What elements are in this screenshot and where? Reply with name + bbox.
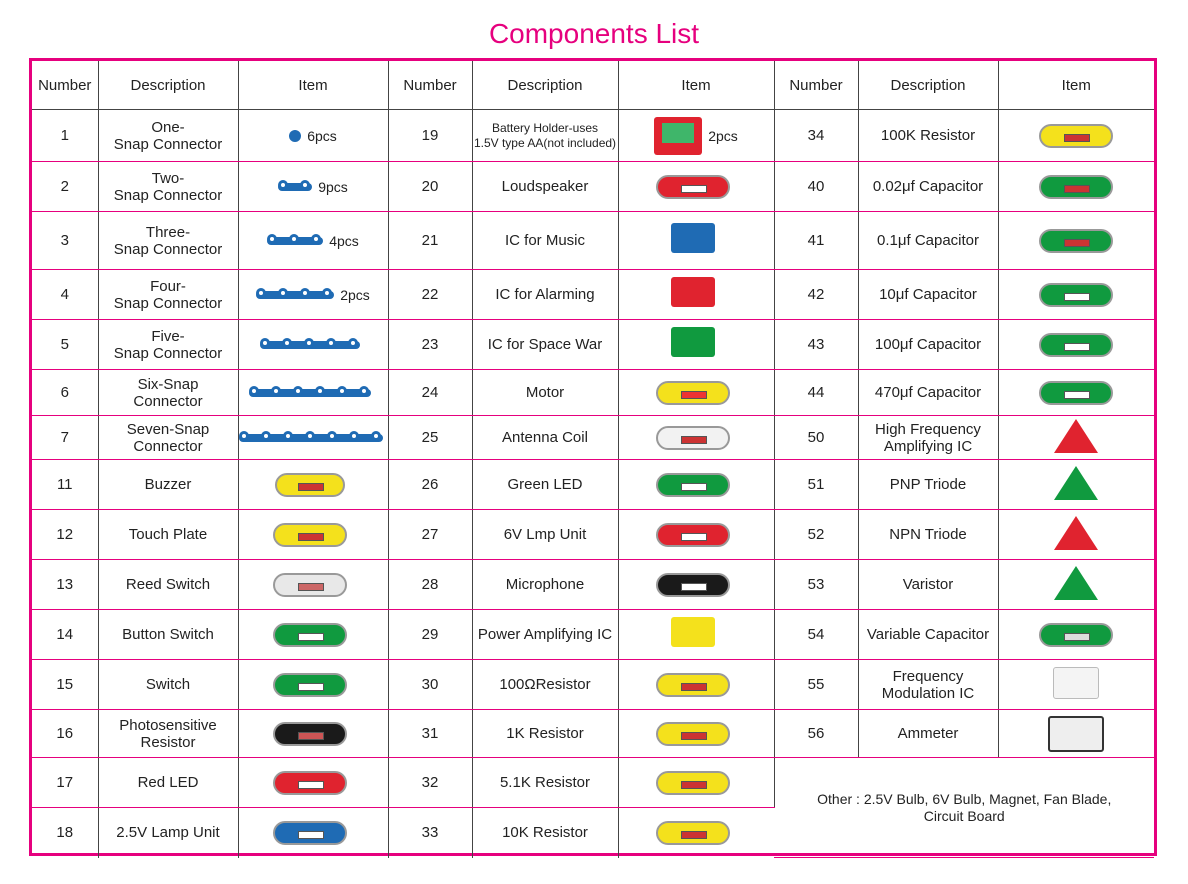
number-cell: 53: [774, 560, 858, 610]
microphone-icon: [656, 573, 730, 597]
description-cell: Motor: [472, 370, 618, 416]
capacitor-icon: [1039, 175, 1113, 199]
description-cell: One- Snap Connector: [98, 110, 238, 162]
varistor-icon: [1054, 566, 1098, 600]
components-table-frame: [29, 58, 1157, 856]
description-cell: Battery Holder-uses 1.5V type AA(not included): [472, 110, 618, 162]
item-cell: [618, 808, 774, 858]
item-cell: [618, 212, 774, 270]
number-cell: 51: [774, 460, 858, 510]
description-cell: 2.5V Lamp Unit: [98, 808, 238, 858]
description-cell: 100K Resistor: [858, 110, 998, 162]
item-cell: [618, 270, 774, 320]
table-row: [32, 560, 1154, 610]
description-cell: 0.1μf Capacitor: [858, 212, 998, 270]
description-cell: Variable Capacitor: [858, 610, 998, 660]
description-cell: Microphone: [472, 560, 618, 610]
number-cell: 33: [388, 808, 472, 858]
loudspeaker-icon: [656, 175, 730, 199]
number-cell: 42: [774, 270, 858, 320]
lamp-6v-icon: [656, 523, 730, 547]
header-description: Description: [98, 61, 238, 110]
item-cell: [618, 320, 774, 370]
number-cell: 32: [388, 758, 472, 808]
item-cell: [998, 560, 1154, 610]
item-cell: [618, 370, 774, 416]
item-cell: [238, 660, 388, 710]
item-cell: [998, 270, 1154, 320]
description-cell: Buzzer: [98, 460, 238, 510]
number-cell: 7: [32, 416, 98, 460]
page-title: Components List: [488, 18, 700, 49]
description-cell: Frequency Modulation IC: [858, 660, 998, 710]
pnp-triode-icon: [1054, 466, 1098, 500]
item-cell: [238, 370, 388, 416]
antenna-coil-icon: [656, 426, 730, 450]
item-cell: [998, 610, 1154, 660]
number-cell: 23: [388, 320, 472, 370]
number-cell: 12: [32, 510, 98, 560]
number-cell: 17: [32, 758, 98, 808]
quantity-label: 2pcs: [708, 127, 738, 144]
description-cell: Varistor: [858, 560, 998, 610]
number-cell: 15: [32, 660, 98, 710]
item-cell: [238, 212, 388, 270]
header-item: Item: [998, 61, 1154, 110]
number-cell: 34: [774, 110, 858, 162]
other-components-note: Other : 2.5V Bulb, 6V Bulb, Magnet, Fan Blade, Circuit Board: [774, 758, 1154, 858]
description-cell: Three- Snap Connector: [98, 212, 238, 270]
table-row: [32, 270, 1154, 320]
number-cell: 40: [774, 162, 858, 212]
table-row: [32, 162, 1154, 212]
table-row: [32, 110, 1154, 162]
number-cell: 43: [774, 320, 858, 370]
header-description: Description: [858, 61, 998, 110]
table-row: [32, 212, 1154, 270]
description-cell: Four- Snap Connector: [98, 270, 238, 320]
item-cell: [618, 510, 774, 560]
components-table: [32, 61, 1154, 858]
snap-connector-icon: [289, 130, 301, 142]
green-led-icon: [656, 473, 730, 497]
description-cell: Antenna Coil: [472, 416, 618, 460]
item-cell: [618, 162, 774, 212]
buzzer-icon: [275, 473, 345, 497]
description-cell: IC for Space War: [472, 320, 618, 370]
number-cell: 18: [32, 808, 98, 858]
number-cell: 13: [32, 560, 98, 610]
resistor-icon: [656, 673, 730, 697]
item-cell: [998, 416, 1154, 460]
number-cell: 29: [388, 610, 472, 660]
header-item: Item: [238, 61, 388, 110]
number-cell: 4: [32, 270, 98, 320]
description-cell: Two- Snap Connector: [98, 162, 238, 212]
resistor-icon: [656, 771, 730, 795]
description-cell: Switch: [98, 660, 238, 710]
item-cell: [998, 110, 1154, 162]
number-cell: 44: [774, 370, 858, 416]
item-cell: [618, 560, 774, 610]
description-cell: 10K Resistor: [472, 808, 618, 858]
number-cell: 14: [32, 610, 98, 660]
battery-holder-icon: [654, 117, 702, 155]
quantity-label: 6pcs: [307, 128, 337, 145]
description-cell: 1K Resistor: [472, 710, 618, 758]
number-cell: 55: [774, 660, 858, 710]
table-row: [32, 660, 1154, 710]
item-cell: [998, 162, 1154, 212]
item-cell: [618, 460, 774, 510]
item-cell: [998, 460, 1154, 510]
item-cell: [238, 110, 388, 162]
description-cell: Loudspeaker: [472, 162, 618, 212]
item-cell: [238, 320, 388, 370]
description-cell: Touch Plate: [98, 510, 238, 560]
item-cell: [238, 510, 388, 560]
description-cell: Green LED: [472, 460, 618, 510]
high-frequency-ic-icon: [1054, 419, 1098, 453]
snap-connector-icon: [256, 291, 334, 299]
number-cell: 21: [388, 212, 472, 270]
item-cell: [238, 162, 388, 212]
header-item: Item: [618, 61, 774, 110]
ic-space-war-icon: [671, 327, 715, 357]
frequency-modulation-ic-icon: [1053, 667, 1099, 699]
header-number: Number: [32, 61, 98, 110]
table-row: [32, 460, 1154, 510]
number-cell: 5: [32, 320, 98, 370]
number-cell: 19: [388, 110, 472, 162]
number-cell: 6: [32, 370, 98, 416]
ammeter-icon: [1048, 716, 1104, 752]
item-cell: [618, 758, 774, 808]
photosensitive-resistor-icon: [273, 722, 347, 746]
description-cell: 10μf Capacitor: [858, 270, 998, 320]
number-cell: 26: [388, 460, 472, 510]
item-cell: [618, 416, 774, 460]
item-cell: [998, 510, 1154, 560]
table-row: [32, 610, 1154, 660]
snap-connector-icon: [260, 341, 360, 349]
description-cell: 6V Lmp Unit: [472, 510, 618, 560]
resistor-icon: [656, 722, 730, 746]
item-cell: [238, 460, 388, 510]
number-cell: 27: [388, 510, 472, 560]
snap-connector-icon: [239, 434, 383, 442]
item-cell: [998, 660, 1154, 710]
item-cell: [238, 710, 388, 758]
description-cell: 470μf Capacitor: [858, 370, 998, 416]
power-amplifying-ic-icon: [671, 617, 715, 647]
number-cell: 25: [388, 416, 472, 460]
table-row: [32, 320, 1154, 370]
item-cell: [238, 610, 388, 660]
ic-music-icon: [671, 223, 715, 253]
description-cell: Photosensitive Resistor: [98, 710, 238, 758]
description-cell: PNP Triode: [858, 460, 998, 510]
description-cell: Power Amplifying IC: [472, 610, 618, 660]
number-cell: 41: [774, 212, 858, 270]
number-cell: 11: [32, 460, 98, 510]
variable-capacitor-icon: [1039, 623, 1113, 647]
item-cell: [998, 212, 1154, 270]
quantity-label: 9pcs: [318, 179, 348, 196]
item-cell: [238, 416, 388, 460]
item-cell: [998, 710, 1154, 758]
description-cell: 100ΩResistor: [472, 660, 618, 710]
description-cell: IC for Music: [472, 212, 618, 270]
number-cell: 50: [774, 416, 858, 460]
resistor-icon: [1039, 124, 1113, 148]
header-row: [32, 61, 1154, 110]
description-cell: 100μf Capacitor: [858, 320, 998, 370]
table-row: [32, 710, 1154, 758]
item-cell: [618, 710, 774, 758]
item-cell: [998, 370, 1154, 416]
description-cell: High Frequency Amplifying IC: [858, 416, 998, 460]
capacitor-icon: [1039, 283, 1113, 307]
item-cell: [238, 270, 388, 320]
quantity-label: 4pcs: [329, 233, 359, 250]
item-cell: [618, 110, 774, 162]
number-cell: 31: [388, 710, 472, 758]
button-switch-icon: [273, 623, 347, 647]
description-cell: Five- Snap Connector: [98, 320, 238, 370]
number-cell: 22: [388, 270, 472, 320]
description-cell: Ammeter: [858, 710, 998, 758]
header-description: Description: [472, 61, 618, 110]
item-cell: [998, 320, 1154, 370]
touch-plate-icon: [273, 523, 347, 547]
number-cell: 54: [774, 610, 858, 660]
item-cell: [238, 560, 388, 610]
item-cell: [238, 808, 388, 858]
snap-connector-icon: [278, 183, 312, 191]
item-cell: [618, 660, 774, 710]
number-cell: 52: [774, 510, 858, 560]
snap-connector-icon: [249, 389, 371, 397]
item-cell: [238, 758, 388, 808]
capacitor-icon: [1039, 229, 1113, 253]
capacitor-icon: [1039, 381, 1113, 405]
table-row: [32, 758, 1154, 808]
number-cell: 20: [388, 162, 472, 212]
item-cell: [618, 610, 774, 660]
number-cell: 56: [774, 710, 858, 758]
number-cell: 1: [32, 110, 98, 162]
number-cell: 2: [32, 162, 98, 212]
description-cell: 0.02μf Capacitor: [858, 162, 998, 212]
quantity-label: 2pcs: [340, 287, 370, 304]
description-cell: Six-Snap Connector: [98, 370, 238, 416]
number-cell: 28: [388, 560, 472, 610]
npn-triode-icon: [1054, 516, 1098, 550]
red-led-icon: [273, 771, 347, 795]
snap-connector-icon: [267, 237, 323, 245]
description-cell: Reed Switch: [98, 560, 238, 610]
ic-alarming-icon: [671, 277, 715, 307]
number-cell: 30: [388, 660, 472, 710]
description-cell: IC for Alarming: [472, 270, 618, 320]
number-cell: 16: [32, 710, 98, 758]
description-cell: Button Switch: [98, 610, 238, 660]
table-row: [32, 416, 1154, 460]
header-number: Number: [388, 61, 472, 110]
description-cell: Red LED: [98, 758, 238, 808]
switch-icon: [273, 673, 347, 697]
table-row: [32, 370, 1154, 416]
description-cell: NPN Triode: [858, 510, 998, 560]
number-cell: 3: [32, 212, 98, 270]
description-cell: Seven-Snap Connector: [98, 416, 238, 460]
lamp-icon: [273, 821, 347, 845]
reed-switch-icon: [273, 573, 347, 597]
header-number: Number: [774, 61, 858, 110]
description-cell: 5.1K Resistor: [472, 758, 618, 808]
number-cell: 24: [388, 370, 472, 416]
table-row: [32, 510, 1154, 560]
capacitor-icon: [1039, 333, 1113, 357]
motor-icon: [656, 381, 730, 405]
resistor-icon: [656, 821, 730, 845]
